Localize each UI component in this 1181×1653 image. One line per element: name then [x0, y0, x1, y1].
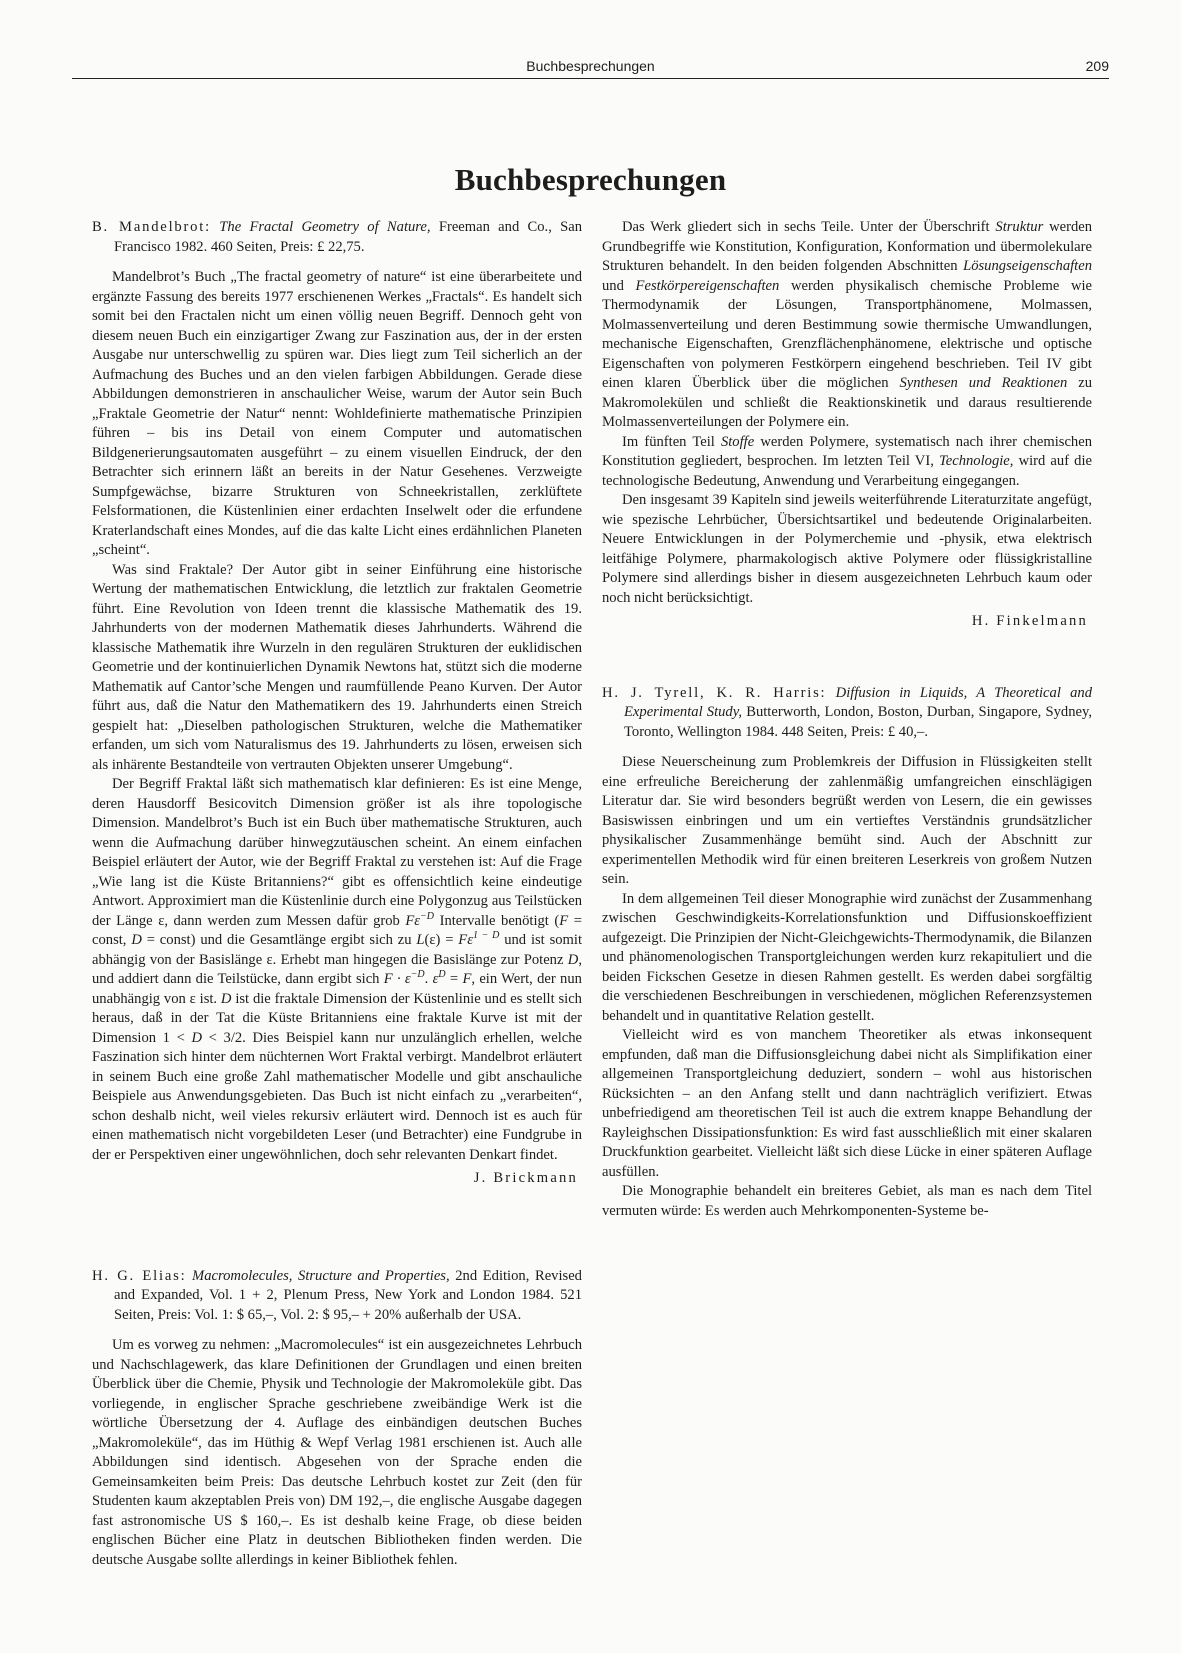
- running-head: [72, 56, 1109, 79]
- review3-paragraph: In dem allgemeinen Teil dieser Monographie wird zunächst der Zusammenhang zwischen Geschwindigkeits-Korrelationsfunktion und Diffusionskoeffizient aufgezeigt. Die Prinzipien der Nicht-Gleichgewichts-Thermodynamik, die Bilanzen und phänomenologischen Transportgleichungen werden kurz rekapituliert und die beiden Fickschen Gesetze in diesen Rahmen gestellt. Es werden dabei sorgfältig die verschiedenen Beschreibungen in verschiedenen, möglichen Referenzsystemen behandelt und in quantitative Relation gestellt.: [602, 890, 1092, 1024]
- review1-paragraph: Was sind Fraktale? Der Autor gibt in seiner Einführung eine historische Wertung der mathematischen Entwicklung, die letztlich zur fraktalen Geometrie führt. Eine Revolution von Ideen trennt die klassische Mathematik des 19. Jahrhunderts von der modernen Mathematik dieses Jahrhunderts. Während die klassische Mathematik ihre Wurzeln in den regulären Strukturen der euklidischen Geometrie und der kontinuierlichen Dynamik Newtons hat, stützt sich die moderne Mathematik auf Cantor’sche Mengen und raumfüllende Peano Kurven. Der Autor führt aus, daß die Natur den Mathematikern des 19. Jahrhunderts einen Streich gespielt hat: „Dieselben pathologischen Strukturen, welche die Mathematiker erfanden, um sich vom Naturalismus des 19. Jahrhunderts zu lösen, erweisen sich als inhärente Bestandteile von vertrauten Objekten unserer Umgebung“.: [92, 561, 582, 773]
- review1-reference: [92, 218, 582, 257]
- review1-publication: Freeman and Co., San Francisco 1982. 460 Seiten, Preis: £ 22,75.: [114, 219, 582, 255]
- review3-book-title: Diffusion in Liquids, A Theoretical and Experimental Study,: [624, 684, 1092, 720]
- review2-paragraph: Im fünften Teil Stoffe werden Polymere, systematisch nach ihrer chemischen Konstitution gegliedert, besprochen. Im letzten Teil VI, Technologie, wird auf die technologische Bedeutung, Anwendung und Verarbeitung eingegangen.: [602, 433, 1093, 489]
- review2-signature: H. Finkelmann: [971, 613, 1088, 629]
- review2-reference: [92, 1267, 582, 1326]
- review3-paragraph: Diese Neuerscheinung zum Problemkreis der Diffusion in Flüssigkeiten stellt eine erfreuliche Bereicherung der zahlenmäßig umfangreichen einschlägigen Literatur dar. Sie wird besonders begrüßt werden von Lesern, die ein gewisses Basiswissen einbringen und um ein vertieftes Verständnis grundsätzlicher physikalischer Zusammenhänge bemüht sind. Auch der Abschnitt zur experimentellen Methodik wird für einen breiteren Leserkreis von großem Nutzen sein.: [602, 754, 1092, 887]
- review1-author: B. Mandelbrot:: [92, 219, 211, 235]
- review2-paragraph: Den insgesamt 39 Kapiteln sind jeweils weiterführende Literaturzitate angefügt, wie spezische Lehrbücher, Übersichtsartikel und bedeutende Originalarbeiten. Neuere Entwicklungen in der Polymerchemie und -physik, etwa elektrisch leitfähige Polymere, pharmakologisch aktive Polymere oder flüssigkristalline Polymere sind allerdings bisher in diesem ausgezeichneten Lehrbuch kaum oder noch nicht berücksichtigt.: [602, 492, 1092, 606]
- right-column: [602, 218, 1092, 1221]
- review1-paragraph-formula: Der Begriff Fraktal läßt sich mathematisch klar definieren: Es ist eine Menge, deren Hausdorff Besicovitch Dimension größer ist als ihre topologische Dimension. Mandelbrot’s Buch ist ein Buch über mathematische Strukturen, auch wenn die Aufmachung darüber hinwegzutäuschen scheint. An einem einfachen Beispiel erläutert der Autor, wie der Begriff Fraktal zu verstehen ist: Auf die Frage „Wie lang ist die Küste Britanniens?“ gibt es offensichtlich keine eindeutige Antwort. Approximiert man die Küstenlinie durch eine Polygonzug aus Teilstücken der Länge ε, dann werden zum Messen dafür grob $F\varepsilon^{-D}$ Intervalle benötigt (F = const, D = const) und die Gesamtlänge ergibt sich zu $L(\varepsilon) = F\varepsilon^{1 - D}$ und ist somit abhängig von der Basislänge ε. Erhebt man hingegen die Basislänge zur Potenz D, und addiert dann die Teilstücke, dann ergibt sich $F \cdot \varepsilon^{-D}$. $\varepsilon^D = F$, ein Wert, der nun unabhängig von ε ist. D ist die fraktale Dimension der Küstenlinie und es stellt sich heraus, daß in der Tat die Küste Britanniens eine fraktale Kurve ist mit der Dimension 1 < D < 3/2. Dies Beispiel kann nur unzulänglich erhellen, welche Faszination sich hinter dem nüchternen Wort Fraktal verbirgt. Mandelbrot erläutert in seinem Buch eine große Zahl mathematischer Modelle und gibt anschauliche Beispiele aus Anwendungsgebieten. Das Buch ist nicht einfach zu „verarbeiten“, schon deshalb nicht, weil vieles rekursiv erläutert wird. Dennoch ist es auch für einen mathematisch nicht vorgebildeten Leser (und Betrachter) eine Fundgrube in der er Perspektiven einer ungewöhnlichen, doch sehr relevanten Denkart findet.: [92, 776, 583, 1163]
- left-column: [92, 218, 582, 1570]
- review3-author: H. J. Tyrell, K. R. Harris:: [602, 684, 827, 701]
- review1-signature: J. Brickmann: [473, 1170, 578, 1186]
- review3-publication: Butterworth, London, Boston, Durban, Singapore, Sydney, Toronto, Wellington 1984. 448 Seiten, Preis: £ 40,–.: [624, 704, 1092, 740]
- review3-reference: [602, 684, 1092, 743]
- review1-paragraph: Mandelbrot’s Buch „The fractal geometry of nature“ ist eine überarbeitete und ergänzte Fassung des bereits 1977 erschienenen Werkes „Fractals“. Es handelt sich somit bei den Fractalen nicht um einen völlig neuen Begriff. Dennoch geht von diesem neuen Buch ein einzigartiger Zwang zur Faszination aus, der in der ersten Ausgabe nur unterschwellig zu spüren war. Dies liegt zum Teil sicherlich an der Aufmachung des Buches und an den vielen farbigen Abbildungen. Gerade diese Abbildungen demonstrieren in anschaulicher Weise, warum der Autor sein Buch „Fraktale Geometrie der Natur“ nennt: Wohldefinierte mathematische Prinzipien führen – bis ins Detail von einem Computer und automatischen Bildgenerierungsautomaten ausgeführt – zu einem visuellen Eindruck, der den Betrachter sich erinnern läßt an bereits in der Natur Gesehenes. Verzweigte Sumpfgewächse, bizarre Strukturen von Schneekristallen, zerklüftete Felsformationen, die Küstenlinien einer erdachten Inselwelt oder die erfundene Kraterlandschaft eines Mondes, auf die das kalte Licht eines erdähnlichen Planeten „scheint“.: [92, 269, 582, 558]
- review2-paragraph: Das Werk gliedert sich in sechs Teile. Unter der Überschrift Struktur werden Grundbegriffe wie Konstitution, Konfiguration, Konformation und übermolekulare Strukturen behandelt. In den beiden folgenden Abschnitten Lösungseigenschaften und Festkörpereigenschaften werden physikalisch chemische Probleme wie Thermodynamik der Lösungen, Transportphänomene, Molmassen, Molmassenverteilung und deren Bestimmung sowie thermische Umwandlungen, mechanische Eigenschaften, Grenzflächenphänomene, elektrische und optische Eigenschaften von polymeren Festkörpern eingehend beschrieben. Teil IV gibt einen klaren Überblick über die möglichen Synthesen und Reaktionen zu Makromolekülen und schließt die Reaktionskinetik und daraus resultierende Molmassenverteilungen der Polymere ein.: [602, 219, 1093, 430]
- review3-paragraph: Die Monographie behandelt ein breiteres Gebiet, als man es nach dem Titel vermuten würde: Es werden auch Mehrkomponenten-Systeme be-: [602, 1183, 1092, 1219]
- review2-paragraph: Um es vorweg zu nehmen: „Macromolecules“ ist ein ausgezeichnetes Lehrbuch und Nachschlagewerk, das klare Definitionen der Grundlagen und einen breiten Überblick über die Chemie, Physik und Technologie der Makromoleküle gibt. Das vorliegende, in englischer Sprache geschriebene zweibändige Werk ist die wörtliche Übersetzung der 4. Auflage des einbändigen deutschen Buches „Makromoleküle“, das im Hüthig & Wepf Verlag 1981 erschienen ist. Auch alle Abbildungen sind identisch. Abgesehen von der Sprache enden die Gemeinsamkeiten beim Preis: Das deutsche Lehrbuch kostet zur Zeit (den für Studenten kaum akzeptablen Preis von) DM 192,–, die englische Ausgabe dagegen fast astronomische US $ 160,–. Es ist deshalb keine Frage, ob diese beiden englischen Bücher eine Platz in deutschen Bibliotheken finden werden. Die deutsche Ausgabe sollte allerdings in keiner Bibliothek fehlen.: [92, 1337, 582, 1568]
- section-title: Buchbesprechungen: [454, 162, 727, 197]
- review2-author: H. G. Elias:: [92, 1267, 187, 1284]
- review2-book-title: Macromolecules, Structure and Properties,: [192, 1267, 450, 1284]
- page-number: 209: [1085, 58, 1109, 74]
- review3-paragraph: Vielleicht wird es von manchem Theoretiker als etwas inkonsequent empfunden, daß man die Diffusionsgleichung dabei nicht als Simplifikation einer allgemeinen Transportgleichung deduziert, sondern – wohl aus historischen Rücksichten – an den Anfang stellt und dann nachträglich verifiziert. Etwas unbefriedigend am theoretischen Teil ist auch die extrem knappe Behandlung der Rayleighschen Dissipationsfunktion: Es wird fast ausschließlich mit einer skalaren Druckfunktion gearbeitet. Vielleicht läßt sich diese Lücke in einer späteren Auflage ausfüllen.: [602, 1027, 1092, 1180]
- review1-book-title: The Fractal Geometry of Nature,: [219, 219, 431, 235]
- running-title: Buchbesprechungen: [526, 58, 655, 74]
- review2-publication: 2nd Edition, Revised and Expanded, Vol. 1 + 2, Plenum Press, New York and London 1984. 521 Seiten, Preis: Vol. 1: $ 65,–, Vol. 2: $ 95,– + 20% außerhalb der USA.: [114, 1267, 582, 1323]
